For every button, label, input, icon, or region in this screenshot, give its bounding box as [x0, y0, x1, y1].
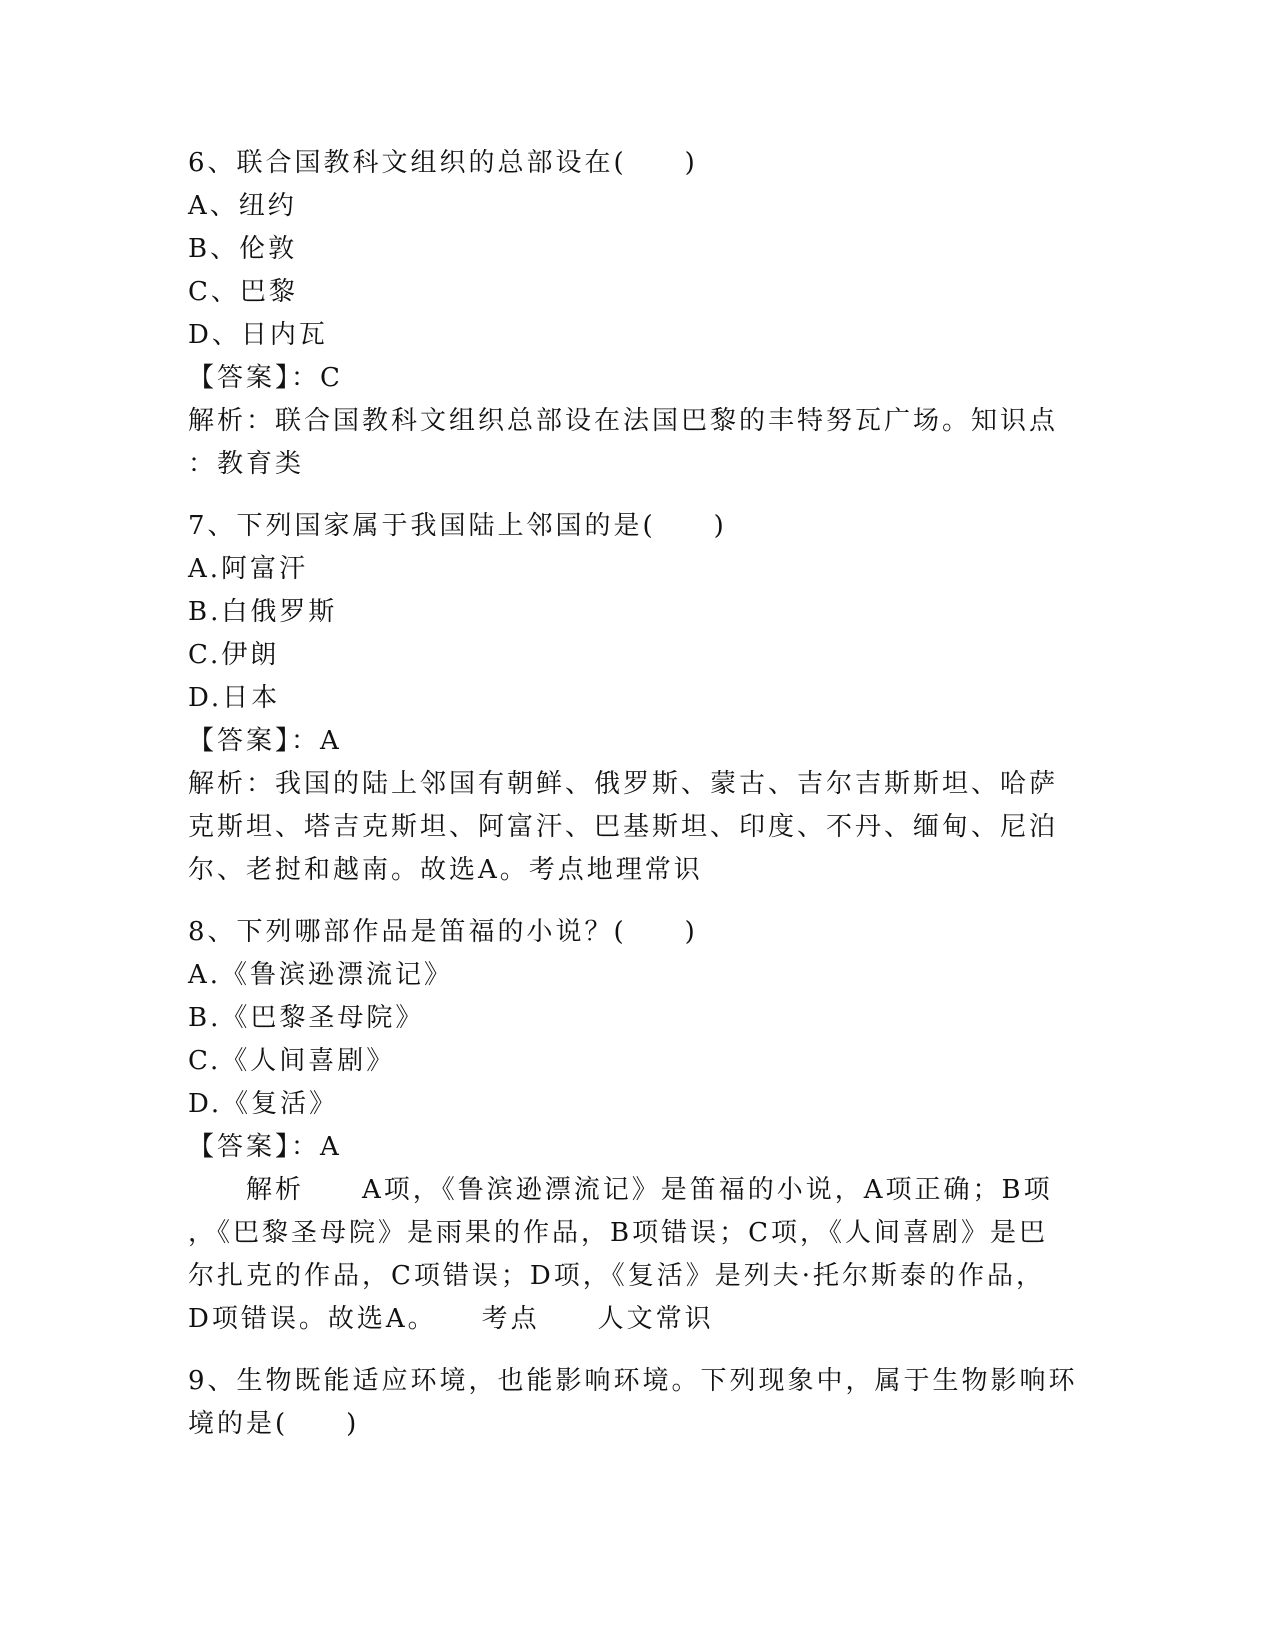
option-a: A、纽约: [188, 191, 297, 221]
option-a: A.阿富汗: [188, 554, 309, 584]
option-d: D、日内瓦: [188, 320, 328, 350]
question-stem: 7、下列国家属于我国陆上邻国的是( ): [188, 511, 727, 541]
answer-line: 【答案】：C: [188, 363, 343, 393]
option-c: C、巴黎: [188, 277, 298, 307]
option-b: B、伦敦: [188, 234, 298, 264]
question-stem: 9、生物既能适应环境，也能影响环境。下列现象中，属于生物影响环: [188, 1366, 1078, 1396]
question-7: [188, 505, 1088, 892]
analysis-line: 解析：联合国教科文组织总部设在法国巴黎的丰特努瓦广场。知识点: [188, 406, 1059, 436]
option-a: A.《鲁滨逊漂流记》: [188, 960, 454, 990]
question-stem: 8、下列哪部作品是笛福的小说？( ): [188, 917, 698, 947]
question-stem: 6、联合国教科文组织的总部设在( ): [188, 148, 698, 178]
question-9: [188, 1360, 1088, 1446]
option-c: C.《人间喜剧》: [188, 1046, 396, 1076]
spacer: [188, 1341, 1088, 1360]
question-stem: 境的是( ): [188, 1409, 360, 1439]
document-page: [188, 142, 1088, 1446]
analysis-line: ：教育类: [188, 449, 305, 479]
answer-line: 【答案】：A: [188, 1132, 342, 1162]
question-8: [188, 911, 1088, 1341]
analysis-line: 克斯坦、塔吉克斯坦、阿富汗、巴基斯坦、印度、不丹、缅甸、尼泊: [188, 812, 1059, 842]
analysis-line: 解析：我国的陆上邻国有朝鲜、俄罗斯、蒙古、吉尔吉斯斯坦、哈萨: [188, 769, 1059, 799]
option-d: D.《复活》: [188, 1089, 339, 1119]
analysis-line: 尔扎克的作品，C项错误；D项，《复活》是列夫·托尔斯泰的作品，: [188, 1261, 1046, 1291]
answer-line: 【答案】：A: [188, 726, 342, 756]
analysis-line: ，《巴黎圣母院》是雨果的作品，B项错误；C项，《人间喜剧》是巴: [188, 1218, 1049, 1248]
option-b: B.白俄罗斯: [188, 597, 338, 627]
analysis-line: 解析 A项，《鲁滨逊漂流记》是笛福的小说，A项正确；B项: [188, 1175, 1053, 1205]
option-d: D.日本: [188, 683, 281, 713]
analysis-line: 尔、老挝和越南。故选A。考点地理常识: [188, 855, 703, 885]
spacer: [188, 486, 1088, 505]
analysis-line: D项错误。故选A。 考点 人文常识: [188, 1304, 714, 1334]
option-c: C.伊朗: [188, 640, 280, 670]
question-6: [188, 142, 1088, 486]
spacer: [188, 892, 1088, 911]
option-b: B.《巴黎圣母院》: [188, 1003, 425, 1033]
